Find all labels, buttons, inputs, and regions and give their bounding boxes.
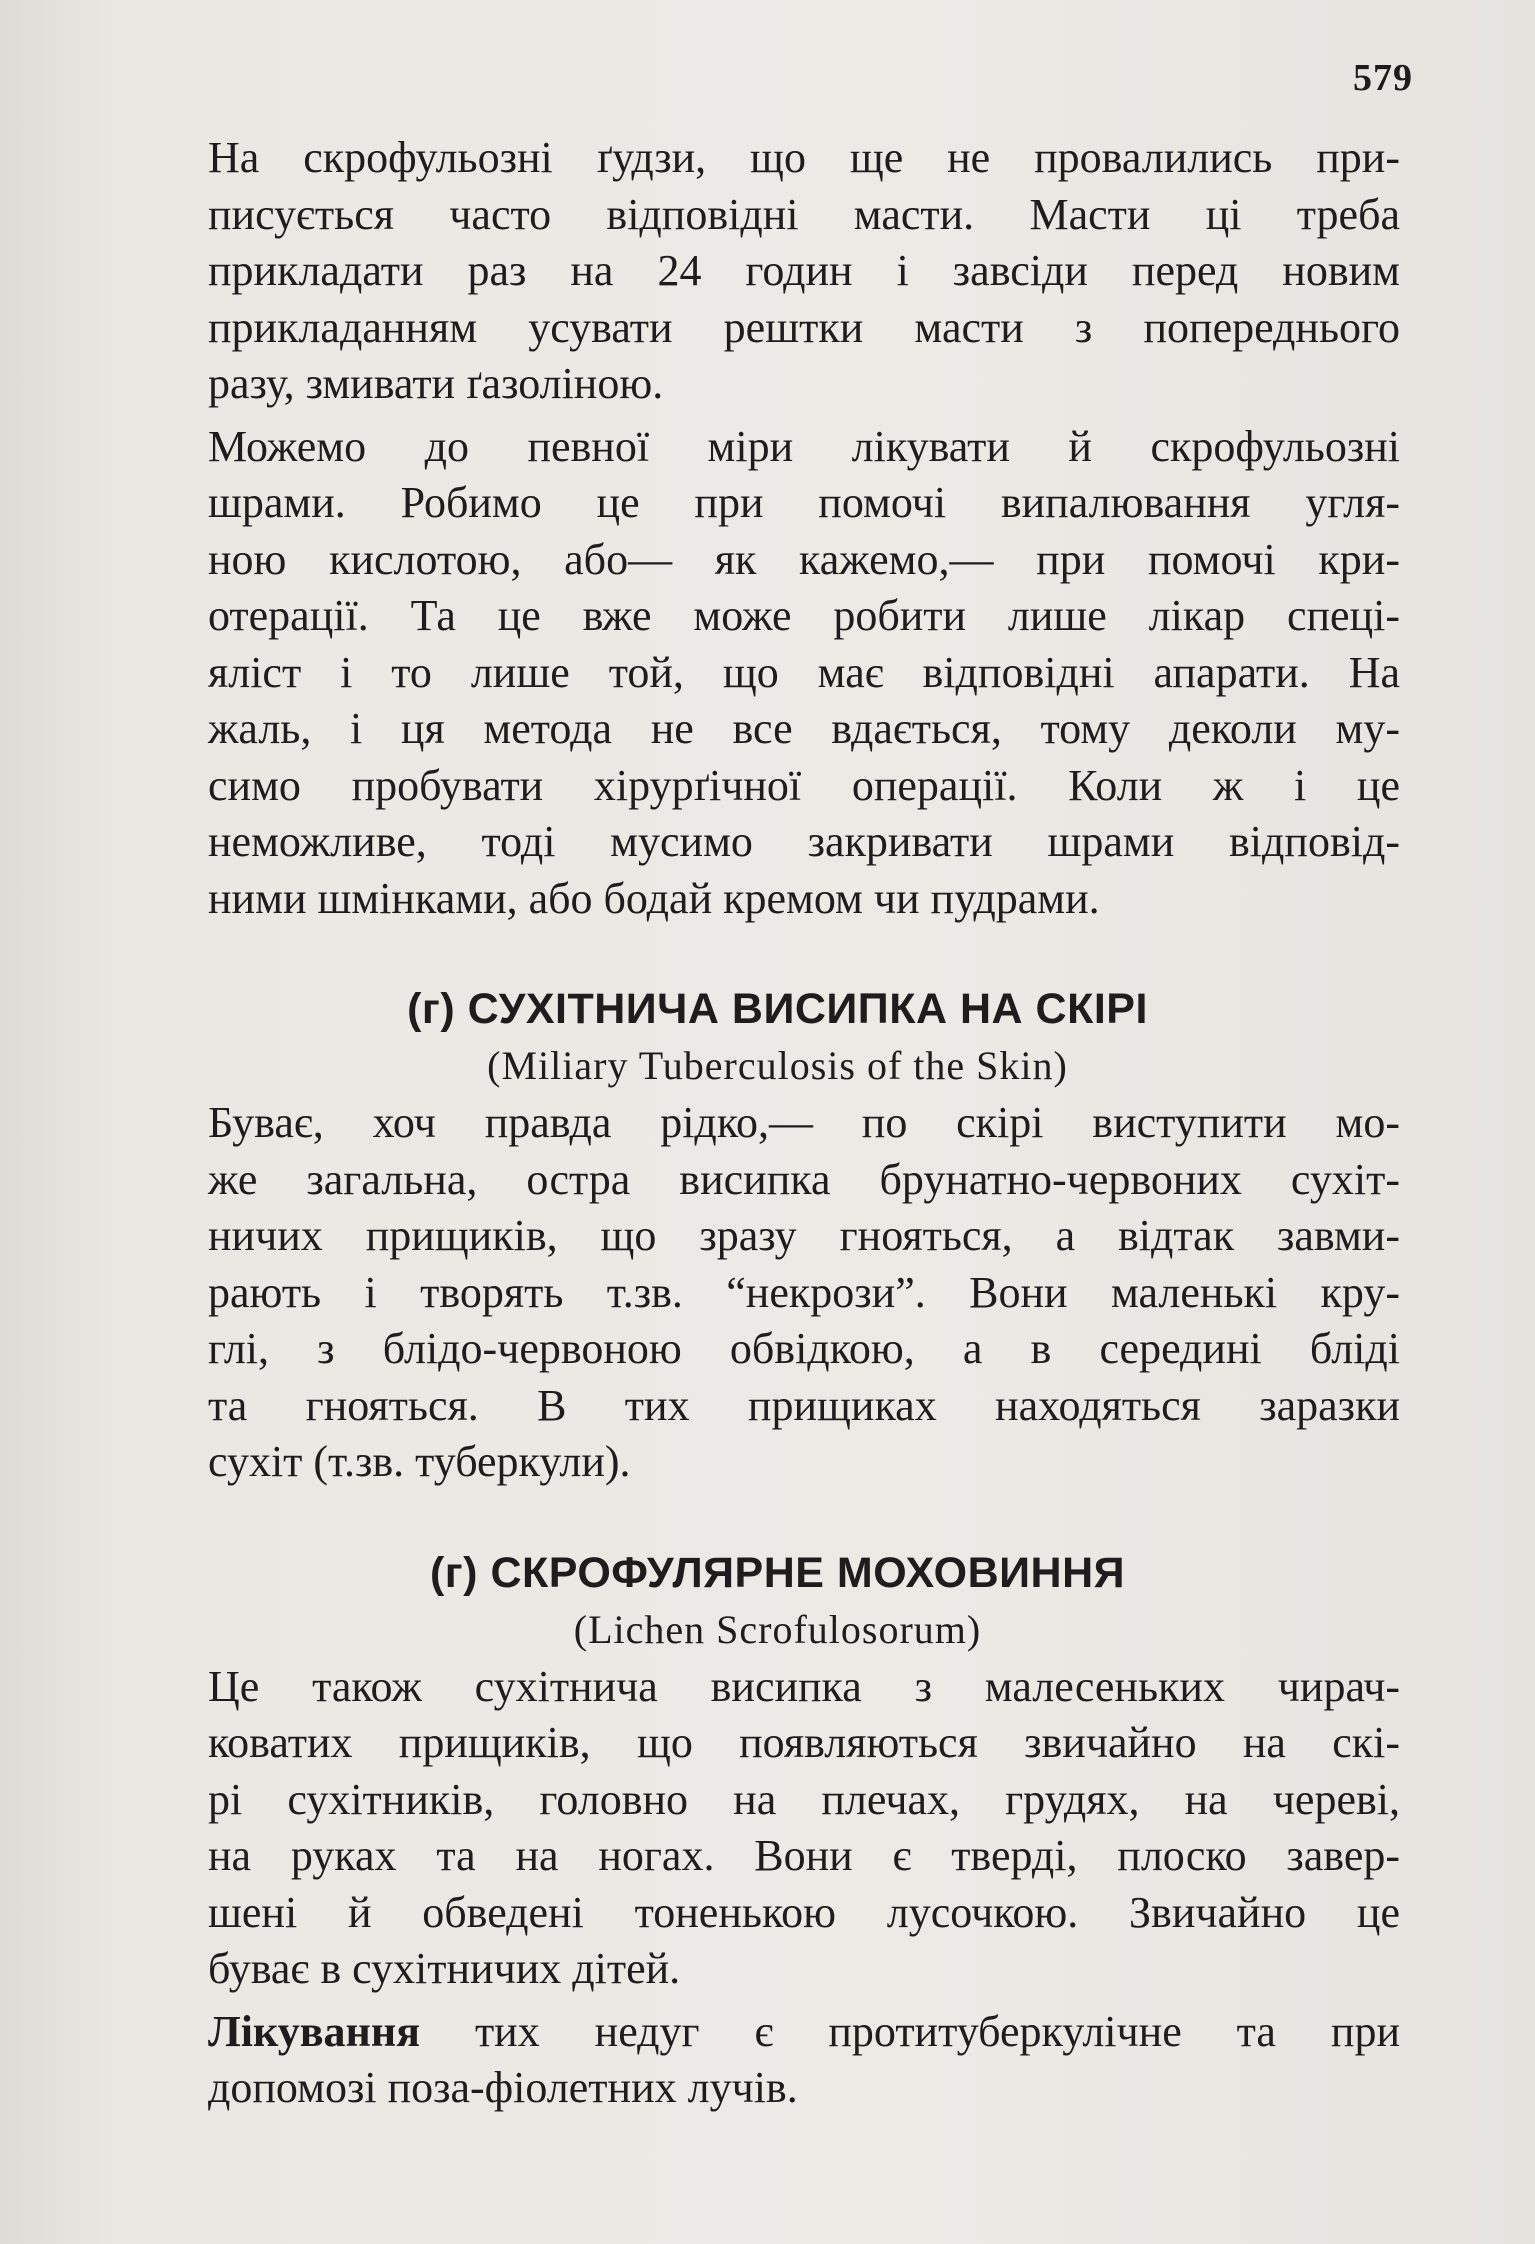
paragraph-treatment [155, 2004, 1400, 2117]
text-line: писується часто відповідні масти. Масти ці треба [208, 189, 1400, 239]
section-subheading: (Miliary Tuberculosis of the Skin) [487, 1043, 1068, 1088]
text-line: разу, змивати ґазоліною. [208, 359, 664, 408]
text-line: ною кислотою, або— як кажемо,— при помочі кри- [208, 534, 1400, 584]
text-line: жаль, і ця метода не все вдається, тому деколи му- [208, 704, 1400, 753]
section-lichen-scrofulosorum [155, 1543, 1400, 2117]
paragraph-ointments [155, 130, 1400, 413]
text-line: отерації. Та це вже може робити лише лікар спеці- [208, 591, 1400, 640]
text-line: ничих прищиків, що зразу гнояться, а відтак завми- [208, 1211, 1400, 1260]
text-line: яліст і то лише той, що має відповідні апарати. На [208, 647, 1400, 697]
text-line: рі сухітників, головно на плечах, грудях, на череві, [208, 1774, 1400, 1824]
text-line: ними шмінками, або бодай кремом чи пудрами. [208, 873, 1100, 923]
section-subheading: (Lichen Scrofulosorum) [573, 1606, 982, 1652]
text-line: Це також сухітнича висипка з малесеньких чирач- [208, 1661, 1400, 1711]
text-line: Буває, хоч правда рідко,— по скірі виступити мо- [208, 1098, 1400, 1147]
text-line: рають і творять т.зв. “некрози”. Вони маленькі кру- [208, 1267, 1400, 1317]
text-line: прикладати раз на 24 годин і завсіди перед новим [208, 246, 1400, 295]
paragraph-miliary [155, 1095, 1400, 1491]
text-line: шені й обведені тоненькою лусочкою. Звичайно це [208, 1887, 1400, 1937]
paragraph-scars [155, 419, 1400, 928]
text-line: симо пробувати хірурґічної операції. Коли ж і це [208, 760, 1400, 810]
text-line: прикладанням усувати рештки масти з попереднього [208, 302, 1400, 352]
text-line: На скрофульозні ґудзи, що ще не провалились при- [208, 133, 1400, 182]
section-heading: (г) СУХІТНИЧА ВИСИПКА НА СКІРІ [407, 985, 1148, 1033]
text-line: шрами. Робимо це при помочі випалювання угля- [208, 478, 1400, 527]
text-line: неможливе, тоді мусимо закривати шрами відповід- [208, 817, 1400, 866]
treatment-text: тих недуг є протитуберкулічне та при [420, 2006, 1400, 2056]
paragraph-lichen [155, 1659, 1400, 1998]
text-line: сухіт (т.зв. туберкули). [208, 1437, 631, 1486]
section-miliary-tuberculosis [155, 979, 1400, 1491]
text-line: на руках та на ногах. Вони є тверді, плоско завер- [208, 1831, 1400, 1880]
treatment-lead: Лікування [208, 2006, 421, 2056]
text-line: буває в сухітничих дітей. [208, 1944, 681, 1993]
text-line: же загальна, остра висипка брунатно-червоних сухіт- [208, 1154, 1400, 1204]
text-line: допомозі поза-фіолетних лучів. [208, 2063, 798, 2112]
text-line: коватих прищиків, що появляються звичайно на скі- [208, 1718, 1400, 1767]
text-line: Можемо до певної міри лікувати й скрофульозні [208, 421, 1400, 471]
text-line [155, 2004, 1400, 2061]
text-line: та гнояться. В тих прищиках находяться заразки [208, 1380, 1400, 1430]
page-body [155, 130, 1400, 2123]
section-heading: (г) СКРОФУЛЯРНЕ МОХОВИННЯ [429, 1548, 1126, 1597]
page-number: 579 [1353, 57, 1413, 99]
text-line: глі, з блідо-червоною обвідкою, а в середині бліді [208, 1324, 1400, 1373]
